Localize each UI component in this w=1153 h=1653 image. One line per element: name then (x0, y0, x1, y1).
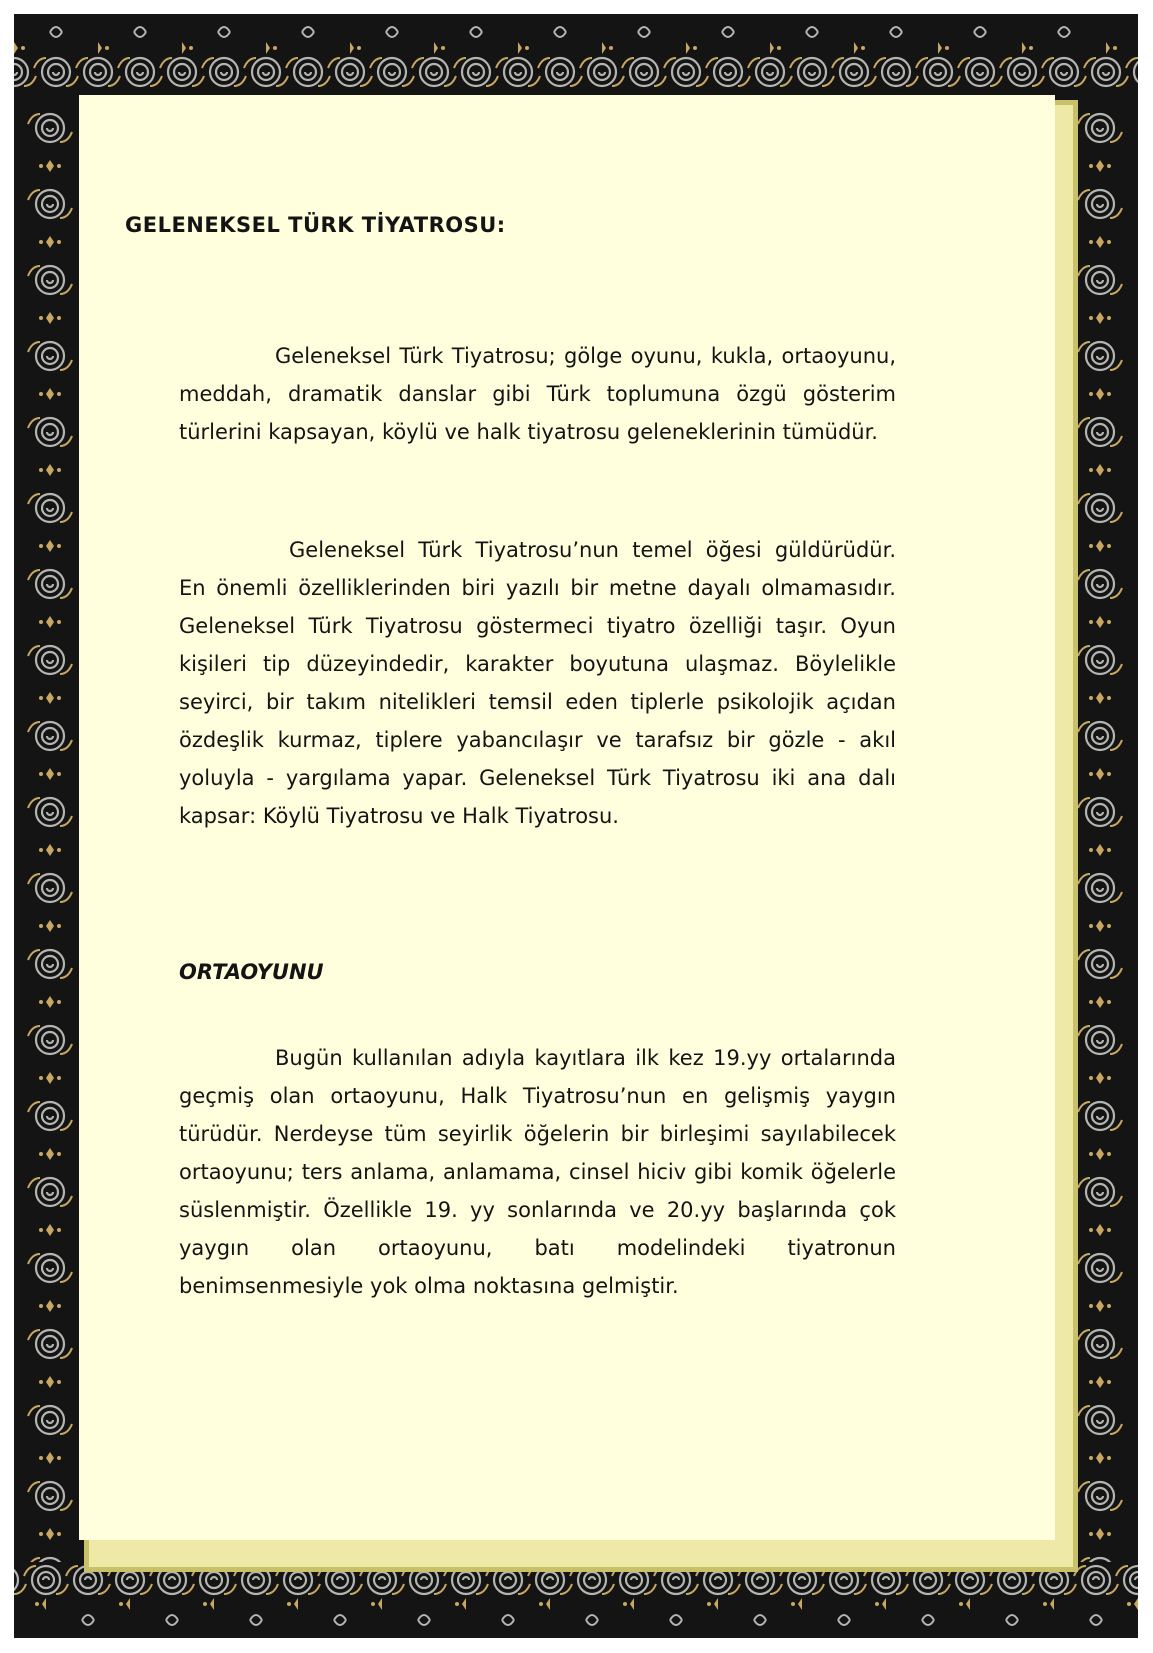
section-heading-ortaoyunu: ORTAOYUNU (179, 960, 324, 984)
ortaoyunu-paragraph: Bugün kullanılan adıyla kayıtlara ilk kez 19.yy ortalarında geçmiş olan ortaoyunu, Halk Tiyatrosu’nun en gelişmiş yaygın türüdür. Nerdeyse tüm seyirlik öğelerin bir birleşimi sayılabilecek ortaoyunu; ters anlama, anlamama, cinsel hiciv gibi komik öğelerle süslenmiştir. Özellikle 19. yy sonlarında ve 20.yy başlarında çok yaygın olan ortaoyunu, batı modelindeki tiyatronun benimsenmesiyle yok olma noktasına gelmiştir. (179, 1046, 896, 1298)
characteristics-paragraph: Geleneksel Türk Tiyatrosu’nun temel öğesi güldürüdür. En önemli özelliklerinden biri yazılı bir metne dayalı olmamasıdır. Geleneksel Türk Tiyatrosu göstermeci tiyatro özelliği taşır. Oyun kişileri tip düzeyindedir, karakter boyutuna ulaşmaz. Böylelikle seyirci, bir takım nitelikleri temsil eden tiplerle psikolojik açıdan özdeşlik kurmaz, tiplere yabancılaşır ve tarafsız bir gözle - akıl yoluyla - yargılama yapar. Geleneksel Türk Tiyatrosu iki ana dalı kapsar: Köylü Tiyatrosu ve Halk Tiyatrosu. (179, 538, 896, 828)
intro-paragraph: Geleneksel Türk Tiyatrosu; gölge oyunu, kukla, ortaoyunu, meddah, dramatik danslar gibi Türk toplumuna özgü gösterim türlerini kapsayan, köylü ve halk tiyatrosu geleneklerinin tümüdür. (179, 344, 896, 444)
page-title: GELENEKSEL TÜRK TİYATROSU: (125, 213, 506, 237)
